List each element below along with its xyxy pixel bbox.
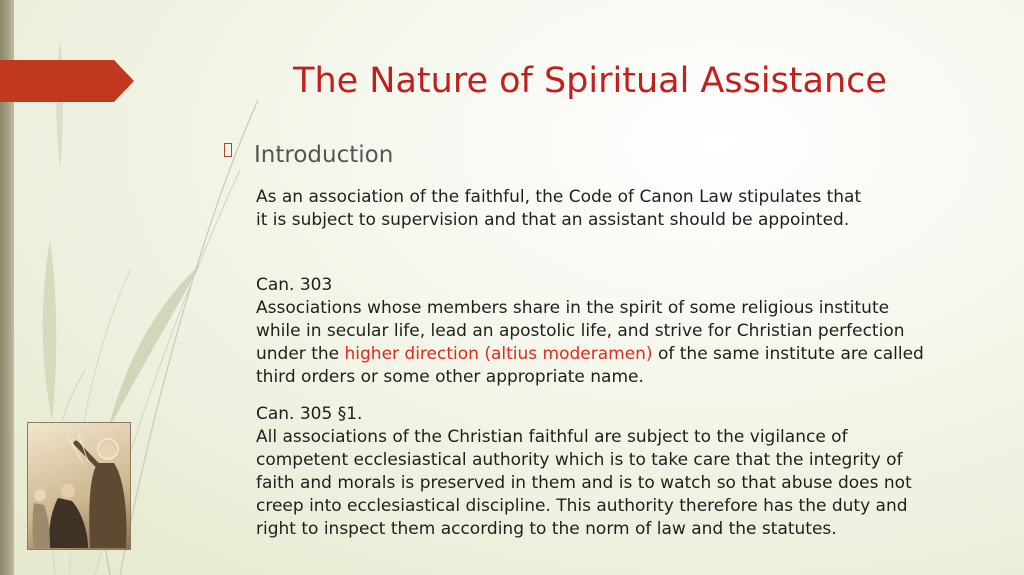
- saint-illustration-image: [27, 422, 131, 550]
- can303-line-3-before: under the: [256, 344, 345, 364]
- can303-line-3: [256, 343, 924, 366]
- can305-line-5: right to inspect them according to the norm of law and the statutes.: [256, 519, 837, 539]
- arrow-bullet-icon: [224, 143, 232, 157]
- can305-line-1: All associations of the Christian faithful are subject to the vigilance of: [256, 427, 848, 447]
- can303-line-2: while in secular life, lead an apostolic life, and strive for Christian perfection: [256, 321, 905, 341]
- title-accent-arrow: [0, 60, 134, 102]
- slide-title: The Nature of Spiritual Assistance: [293, 61, 887, 101]
- can303-line-4: third orders or some other appropriate name.: [256, 367, 644, 387]
- intro-line-1: As an association of the faithful, the Code of Canon Law stipulates that: [256, 187, 862, 207]
- can305-line-3: faith and morals is preserved in them and is to watch so that abuse does not: [256, 473, 912, 493]
- intro-line-2: it is subject to supervision and that an assistant should be appointed.: [256, 210, 850, 230]
- saint-illustration-drawing: [28, 423, 131, 550]
- can305-line-2: competent ecclesiastical authority which is to take care that the integrity of: [256, 450, 903, 470]
- higher-direction-highlight: higher direction (altius moderamen): [344, 344, 653, 364]
- bullet-introduction: Introduction: [254, 142, 394, 168]
- can305-line-4: creep into ecclesiastical discipline. This authority therefore has the duty and: [256, 496, 908, 516]
- can303-heading: Can. 303: [256, 275, 333, 295]
- can303-line-3-after: of the same institute are called: [652, 344, 924, 364]
- can303-line-1: Associations whose members share in the spirit of some religious institute: [256, 298, 890, 318]
- can305-heading: Can. 305 §1.: [256, 404, 363, 424]
